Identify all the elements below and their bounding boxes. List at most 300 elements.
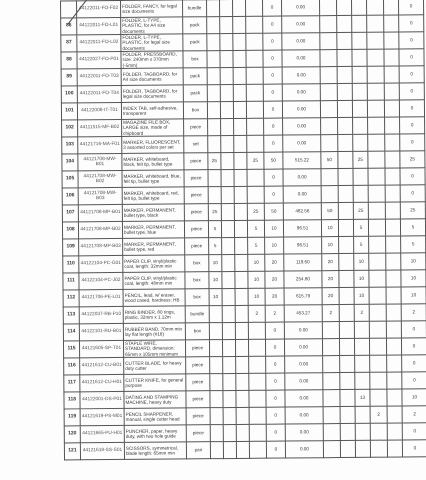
item-number: 118 xyxy=(64,392,80,409)
quantity-c1 xyxy=(353,117,368,134)
item-code: 44121612-CU-H01 xyxy=(80,374,124,391)
total-amount: 0.00 xyxy=(282,67,320,84)
quantity-c2 xyxy=(370,355,387,372)
blank-cell xyxy=(220,0,233,17)
blank-cell xyxy=(339,253,354,270)
quantity-c1: 5 xyxy=(353,219,368,236)
quantity-q3: 10 xyxy=(248,254,265,271)
blank-cell xyxy=(386,338,401,355)
total-amount: 0.00 xyxy=(282,0,320,16)
item-code: 44122011-FO-F02 xyxy=(77,0,121,17)
blank-cell xyxy=(337,32,352,49)
item-number: 108 xyxy=(62,222,78,239)
quantity-c2 xyxy=(368,202,385,219)
blank-cell xyxy=(387,440,402,457)
total-quantity: 0 xyxy=(263,50,282,67)
item-code: 44121716-MA-F01 xyxy=(78,136,122,153)
quantity-c1 xyxy=(354,338,369,355)
quantity-q3 xyxy=(246,33,263,50)
blank-cell xyxy=(222,271,235,288)
quantity-q4 xyxy=(323,356,340,373)
item-number: 88 xyxy=(61,52,77,69)
quantity-q1 xyxy=(210,391,223,408)
unit-of-measure: box xyxy=(185,289,209,306)
unit-of-measure: piece xyxy=(186,374,210,391)
quantity-c3: 0 xyxy=(400,117,425,134)
quantity-c3: 0 xyxy=(402,372,426,389)
item-code: 44122037-RB-P10 xyxy=(79,306,123,323)
total-quantity: 0 xyxy=(265,322,284,339)
quantity-c1 xyxy=(352,49,367,66)
quantity-c2 xyxy=(369,287,386,304)
quantity-q1: 5 xyxy=(209,238,222,255)
quantity-q4 xyxy=(323,390,340,407)
item-description: MARKER, PERMANENT, bullet type, blue xyxy=(122,221,184,239)
item-code: 44122011-FO-T04 xyxy=(77,85,121,102)
item-number: 89 xyxy=(61,69,77,86)
quantity-q1 xyxy=(207,68,220,85)
total-amount: 482.56 xyxy=(283,203,321,220)
blank-cell xyxy=(223,390,236,407)
blank-cell xyxy=(222,254,235,271)
quantity-c1 xyxy=(355,355,370,372)
blank-cell xyxy=(220,84,233,101)
item-code: 44121605-SP-T01 xyxy=(79,340,123,357)
quantity-q4: 20 xyxy=(322,254,339,271)
quantity-q4 xyxy=(320,0,337,16)
blank-cell xyxy=(222,305,235,322)
quantity-q2 xyxy=(236,407,249,424)
quantity-q1 xyxy=(210,374,223,391)
total-quantity: 10 xyxy=(264,220,283,237)
quantity-q1 xyxy=(210,357,223,374)
item-number xyxy=(61,1,77,18)
quantity-q2 xyxy=(233,50,246,67)
quantity-c1 xyxy=(355,440,370,457)
quantity-q2 xyxy=(234,135,247,152)
quantity-q4 xyxy=(320,101,337,118)
total-amount: 515.22 xyxy=(283,152,321,169)
total-quantity: 0 xyxy=(264,135,283,152)
quantity-q1 xyxy=(208,170,221,187)
item-number: 111 xyxy=(63,273,79,290)
total-amount: 254.80 xyxy=(284,271,322,288)
quantity-q4: 50 xyxy=(321,203,338,220)
quantity-q4 xyxy=(321,186,338,203)
blank-cell xyxy=(339,270,354,287)
total-amount: 0.00 xyxy=(285,356,323,373)
total-quantity: 0 xyxy=(264,118,283,135)
quantity-c3: 0 xyxy=(398,0,423,15)
quantity-c1 xyxy=(353,168,368,185)
blank-cell xyxy=(387,423,402,440)
blank-cell xyxy=(338,134,353,151)
quantity-c1: 10 xyxy=(354,287,369,304)
item-number: 105 xyxy=(62,171,78,188)
item-description: DATING AND STAMPING MACHINE, heavy duty xyxy=(124,391,186,409)
quantity-q1: 10 xyxy=(209,255,222,272)
unit-of-measure: pack xyxy=(183,85,207,102)
quantity-q4: 20 xyxy=(322,271,339,288)
blank-cell xyxy=(338,202,353,219)
total-amount: 96.51 xyxy=(284,237,322,254)
quantity-q3 xyxy=(246,16,263,33)
unit-of-measure: bundle xyxy=(183,0,207,17)
blank-cell xyxy=(338,219,353,236)
blank-cell xyxy=(221,169,234,186)
quantity-q4: 10 xyxy=(322,237,339,254)
blank-cell xyxy=(222,322,235,339)
quantity-c1: 13 xyxy=(355,389,370,406)
unit-of-measure: pack xyxy=(183,34,207,51)
quantity-q3: 10 xyxy=(248,271,265,288)
blank-cell xyxy=(222,237,235,254)
item-description: FOLDER, TAGBOARD, for A4 size documents xyxy=(121,68,183,86)
quantity-q2 xyxy=(233,33,246,50)
quantity-q2 xyxy=(233,16,246,33)
quantity-c2 xyxy=(368,117,385,134)
blank-cell xyxy=(340,406,355,423)
item-description: SCISSORS, symmetrical, blade length: 65mm min xyxy=(124,442,186,460)
blank-cell xyxy=(385,151,400,168)
total-amount: 0.00 xyxy=(282,84,320,101)
blank-cell xyxy=(220,33,233,50)
quantity-q2 xyxy=(234,220,247,237)
unit-of-measure: bundle xyxy=(185,306,209,323)
item-number: 103 xyxy=(62,137,78,154)
blank-cell xyxy=(221,220,234,237)
item-code: 44121708-MP-B01 xyxy=(78,204,122,221)
quantity-q3 xyxy=(246,0,263,16)
item-number: 104 xyxy=(62,154,78,171)
quantity-c1: 25 xyxy=(353,151,368,168)
quantity-q1 xyxy=(208,119,221,136)
quantity-q2 xyxy=(233,84,246,101)
blank-cell xyxy=(221,186,234,203)
item-number: 86 xyxy=(61,18,77,35)
quantity-q3: 10 xyxy=(248,288,265,305)
total-quantity: 0 xyxy=(266,424,285,441)
quantity-q3: 25 xyxy=(247,203,264,220)
total-amount: 0.00 xyxy=(283,135,321,152)
item-description: MARKER, FLUORESCENT, 3 assorted colors per set xyxy=(122,136,184,154)
blank-cell xyxy=(339,338,354,355)
item-code: 44122011-FO-T03 xyxy=(77,68,121,85)
quantity-c3: 0 xyxy=(399,32,424,49)
blank-cell xyxy=(384,100,399,117)
item-code: 44121612-CU-B01 xyxy=(80,357,124,374)
item-description: MARKER, PERMANENT, bullet type, black xyxy=(122,204,184,222)
total-amount: 0.00 xyxy=(284,339,322,356)
total-quantity: 0 xyxy=(263,33,282,50)
item-description: MARKER, whiteboard, blue, felt tip, bullet type xyxy=(122,170,184,188)
blank-cell xyxy=(386,287,401,304)
quantity-q3 xyxy=(249,407,266,424)
quantity-q1 xyxy=(209,306,222,323)
quantity-c3: 0 xyxy=(399,83,424,100)
quantity-c2 xyxy=(369,321,386,338)
item-code: 44122011-FO-L02 xyxy=(77,34,121,51)
item-description: PUNCHER, paper, heavy duty, with two hole guide xyxy=(124,425,186,443)
quantity-c2 xyxy=(368,168,385,185)
total-quantity: 20 xyxy=(265,254,284,271)
item-number: 114 xyxy=(63,324,79,341)
item-description: RING BINDER, 80 rings, plastic, 32mm x 1.12m xyxy=(123,306,185,324)
quantity-c3: 25 xyxy=(400,151,425,168)
quantity-c3: 0 xyxy=(400,168,425,185)
total-amount: 0.00 xyxy=(285,390,323,407)
item-number: 121 xyxy=(64,443,80,460)
blank-cell xyxy=(385,219,400,236)
unit-of-measure: piece xyxy=(186,425,210,442)
quantity-c3: 0 xyxy=(399,15,424,32)
quantity-q1: 25 xyxy=(208,204,221,221)
total-quantity: 0 xyxy=(266,356,285,373)
quantity-c1: 25 xyxy=(353,202,368,219)
item-code: 44121619-PS-M01 xyxy=(80,408,124,425)
unit-of-measure: piece xyxy=(184,170,208,187)
blank-cell xyxy=(338,168,353,185)
blank-cell xyxy=(223,407,236,424)
total-amount: 0.00 xyxy=(283,169,321,186)
quantity-c2 xyxy=(367,32,384,49)
blank-cell xyxy=(337,100,352,117)
quantity-q4 xyxy=(320,50,337,67)
quantity-c3: 2 xyxy=(401,304,426,321)
quantity-q1 xyxy=(207,102,220,119)
unit-of-measure: piece xyxy=(184,187,208,204)
blank-cell xyxy=(340,355,355,372)
quantity-c3: 0 xyxy=(402,355,426,372)
unit-of-measure: box xyxy=(185,255,209,272)
item-number: 112 xyxy=(63,290,79,307)
quantity-q1 xyxy=(207,85,220,102)
blank-cell xyxy=(340,440,355,457)
blank-cell xyxy=(339,287,354,304)
quantity-c2 xyxy=(369,338,386,355)
quantity-q1 xyxy=(210,425,223,442)
item-description: STAPLE WIRE, STANDARD, dimension: 65mm x 105mm minimum xyxy=(123,340,185,358)
quantity-c3: 0 xyxy=(399,100,424,117)
quantity-c1 xyxy=(352,83,367,100)
total-quantity: 10 xyxy=(265,237,284,254)
blank-cell xyxy=(385,134,400,151)
quantity-c1: 10 xyxy=(354,253,369,270)
blank-cell xyxy=(340,372,355,389)
blank-cell xyxy=(222,288,235,305)
total-amount: 0.00 xyxy=(285,407,323,424)
quantity-c1: 5 xyxy=(354,236,369,253)
quantity-q3: 25 xyxy=(247,152,264,169)
item-description: MARKER, whiteboard, black, felt tip, bullet type xyxy=(122,153,184,171)
total-quantity: 0 xyxy=(266,407,285,424)
total-amount: 615.79 xyxy=(284,288,322,305)
unit-of-measure: box xyxy=(185,272,209,289)
blank-cell xyxy=(384,66,399,83)
table-body xyxy=(61,0,426,460)
quantity-q3 xyxy=(249,390,266,407)
quantity-c2 xyxy=(370,372,387,389)
item-code: 44122104-PC-J02 xyxy=(79,272,123,289)
quantity-c1 xyxy=(352,100,367,117)
item-description: FOLDER, TAGBOARD, for legal size documents xyxy=(121,85,183,103)
quantity-q2 xyxy=(234,152,247,169)
quantity-c1: 10 xyxy=(354,270,369,287)
quantity-c2 xyxy=(370,440,387,457)
quantity-c2 xyxy=(368,219,385,236)
total-quantity: 0 xyxy=(266,373,285,390)
blank-cell xyxy=(339,304,354,321)
quantity-c2 xyxy=(367,49,384,66)
unit-of-measure: pack xyxy=(183,68,207,85)
quantity-q2 xyxy=(236,424,249,441)
quantity-q3 xyxy=(248,322,265,339)
quantity-c2 xyxy=(368,134,385,151)
total-quantity: 2 xyxy=(265,305,284,322)
quantity-q4 xyxy=(321,118,338,135)
blank-cell xyxy=(222,339,235,356)
unit-of-measure: box xyxy=(183,51,207,68)
total-quantity: 0 xyxy=(263,16,282,33)
total-amount: 0.00 xyxy=(285,424,323,441)
blank-cell xyxy=(223,424,236,441)
quantity-c3: 0 xyxy=(401,321,426,338)
item-number: 120 xyxy=(64,426,80,443)
quantity-c2: 2 xyxy=(370,406,387,423)
quantity-c2 xyxy=(369,304,386,321)
unit-of-measure: piece xyxy=(186,357,210,374)
quantity-c3: 10 xyxy=(401,270,426,287)
item-number: 115 xyxy=(63,341,79,358)
quantity-q4 xyxy=(323,373,340,390)
quantity-q2 xyxy=(236,390,249,407)
item-number: 102 xyxy=(62,120,78,137)
quantity-q4 xyxy=(321,169,338,186)
quantity-q4 xyxy=(323,407,340,424)
item-code: 44121708-MP-B02 xyxy=(78,221,122,238)
quantity-q4 xyxy=(320,16,337,33)
blank-cell xyxy=(220,101,233,118)
quantity-q4: 2 xyxy=(322,305,339,322)
blank-cell xyxy=(386,304,401,321)
quantity-c1 xyxy=(352,15,367,32)
quantity-q2 xyxy=(234,186,247,203)
quantity-c1 xyxy=(351,0,366,15)
quantity-c2 xyxy=(370,389,387,406)
quantity-q1 xyxy=(207,51,220,68)
blank-cell xyxy=(387,406,402,423)
quantity-q2 xyxy=(235,254,248,271)
item-description: PAPER CLIP, vinyl/plastic coat, length: 32mm min xyxy=(123,255,185,273)
total-quantity: 50 xyxy=(264,152,283,169)
blank-cell xyxy=(223,441,236,458)
total-quantity: 0 xyxy=(264,169,283,186)
unit-of-measure: piece xyxy=(186,391,210,408)
quantity-q2 xyxy=(236,441,249,458)
blank-cell xyxy=(338,185,353,202)
item-code: 44121665-PU-H01 xyxy=(80,425,124,442)
total-amount: 0.00 xyxy=(284,322,322,339)
quantity-q4: 10 xyxy=(321,220,338,237)
supplies-table xyxy=(60,0,426,460)
item-number: 101 xyxy=(61,103,77,120)
blank-cell xyxy=(339,236,354,253)
quantity-q2 xyxy=(235,271,248,288)
item-code: 44121708-MW-B02 xyxy=(78,170,122,187)
quantity-q4 xyxy=(320,67,337,84)
item-code: 44122027-FO-P01 xyxy=(77,51,121,68)
blank-cell xyxy=(384,83,399,100)
blank-cell xyxy=(384,32,399,49)
quantity-c2 xyxy=(369,236,386,253)
total-amount: 0.00 xyxy=(285,441,323,458)
blank-cell xyxy=(387,389,402,406)
item-description: FOLDER, L-TYPE, PLASTIC, for legal size documents xyxy=(121,34,183,52)
quantity-q4 xyxy=(320,33,337,50)
total-quantity: 0 xyxy=(263,101,282,118)
quantity-c2 xyxy=(366,0,383,15)
quantity-c2 xyxy=(367,100,384,117)
blank-cell xyxy=(338,117,353,134)
quantity-c1: 2 xyxy=(354,304,369,321)
item-number: 119 xyxy=(64,409,80,426)
quantity-q4: 20 xyxy=(322,288,339,305)
quantity-q4 xyxy=(320,84,337,101)
quantity-c2 xyxy=(367,83,384,100)
blank-cell xyxy=(386,253,401,270)
unit-of-measure: piece xyxy=(184,153,208,170)
total-amount: 0.00 xyxy=(282,16,320,33)
blank-cell xyxy=(384,49,399,66)
item-description: PAPER CLIP, vinyl/plastic coat, length: 48mm min xyxy=(123,272,185,290)
quantity-q1 xyxy=(210,408,223,425)
unit-of-measure: box xyxy=(183,102,207,119)
quantity-q1: 5 xyxy=(208,221,221,238)
blank-cell xyxy=(387,372,402,389)
item-code: 44122011-FO-L01 xyxy=(77,17,121,34)
quantity-q3 xyxy=(249,424,266,441)
quantity-q4 xyxy=(322,339,339,356)
item-description: FOLDER, FANCY, for legal size documents xyxy=(121,0,183,17)
blank-cell xyxy=(220,50,233,67)
quantity-c1 xyxy=(355,406,370,423)
quantity-q1: 10 xyxy=(209,289,222,306)
quantity-q1: 25 xyxy=(208,153,221,170)
total-quantity: 0 xyxy=(265,339,284,356)
unit-of-measure: piece xyxy=(184,119,208,136)
quantity-q4 xyxy=(323,441,340,458)
blank-cell xyxy=(386,270,401,287)
quantity-q2 xyxy=(235,237,248,254)
quantity-c3: 0 xyxy=(401,338,426,355)
quantity-q1 xyxy=(207,0,220,17)
item-number: 113 xyxy=(63,307,79,324)
blank-cell xyxy=(340,389,355,406)
quantity-q2 xyxy=(234,203,247,220)
quantity-c3: 0 xyxy=(402,440,426,457)
total-quantity: 0 xyxy=(266,441,285,458)
unit-of-measure: pack xyxy=(183,17,207,34)
quantity-q4 xyxy=(321,135,338,152)
quantity-c2 xyxy=(367,66,384,83)
table-row xyxy=(64,440,426,460)
blank-cell xyxy=(385,185,400,202)
quantity-q3 xyxy=(247,118,264,135)
quantity-q3: 5 xyxy=(247,220,264,237)
quantity-c3: 10 xyxy=(401,253,426,270)
quantity-c1 xyxy=(353,134,368,151)
item-code: 44122001-DS-P01 xyxy=(80,391,124,408)
